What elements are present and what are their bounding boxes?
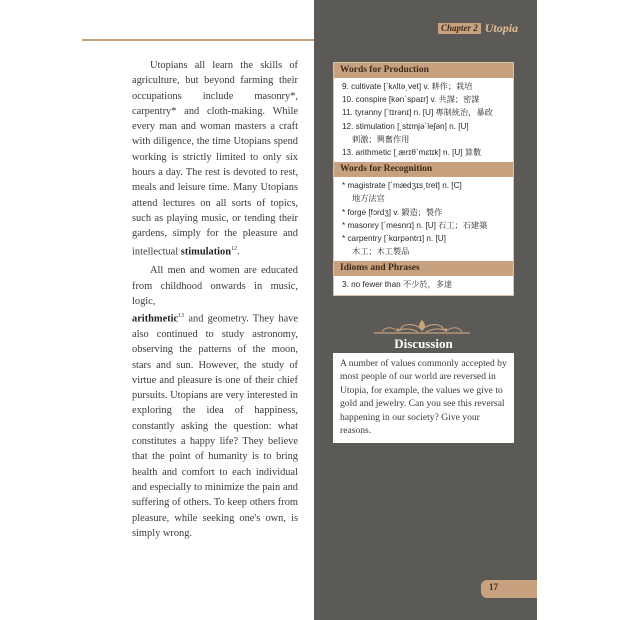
- vocab-item: * masonry [ˋmesnrɪ] n. [U] 石工；石建築: [342, 220, 488, 230]
- vocab-item: 10. conspire [kənˋspaɪr] v. 共謀；密謀: [342, 95, 480, 105]
- vocab-item: * forge [fɔrdʒ] v. 鍛造；製作: [342, 207, 443, 217]
- chapter-label: Chapter 2: [438, 23, 481, 34]
- vocab-list-recognition: [334, 177, 513, 261]
- vocab-item: 11. tyranny [ˋtɪrənɪ] n. [U] 專制統治，暴政: [342, 108, 493, 118]
- chapter-title: Utopia: [484, 20, 519, 35]
- vocab-item: 13. arithmetic [͵ærɪθˋmɛtɪk] n. [U] 算數: [342, 148, 482, 158]
- header-rule: [82, 39, 314, 41]
- paragraph-2: All men and women are educated from childhood onwards in music, logic, arithmetic$^{13}$ and geometry. They have also continued to study astronomy, observing the patterns of the moon, stars and sun. However, the study of virtue and pleasure is one of their chief pursuits. Utopians are very interested in exploring the idea of happiness, constantly asking the question: what constitutes a happy life? They believe that the point of humanity is to bring health and comfort to each individual and especially to minimize the pain and suffering of others. To keep others from pleasure, while seeking one's own, is simply wrong.: [132, 265, 298, 539]
- ornament-divider-icon: [372, 318, 472, 336]
- vocab-highlight-stimulation: stimulation: [180, 246, 232, 258]
- vocab-item: 12. stimulation [͵stɪmjəˋleʃən] n. [U] 刺激；興奮作用: [342, 120, 509, 146]
- vocabulary-box: [333, 62, 514, 296]
- vocab-highlight-arithmetic: arithmetic: [132, 313, 179, 325]
- vocab-list-production: [334, 78, 513, 162]
- vocab-list-idioms: [334, 276, 513, 294]
- discussion-box: [333, 353, 514, 443]
- vocab-item: 9. cultivate [ˋkʌltə͵vet] v. 耕作；栽培: [342, 82, 473, 91]
- paragraph-1: Utopians all learn the skills of agriculture, but beyond farming their occupations include masonry*, carpentry* and cloth-making. While every man and woman masters a craft with diligence, the time Utopians spend working is strictly limited to only six hours a day. The rest is devoted to rest, meals and leisure time. Many Utopians attend lectures on all sorts of topics, such as playing music, or tending their gardens, simply for the pleasure and intellectual stimulation$^{12}$.: [132, 60, 298, 258]
- vocab-heading-recognition: Words for Recognition: [334, 162, 513, 177]
- page-number: 17: [489, 582, 498, 592]
- vocab-item: * carpentry [ˋkɑrpəntrɪ] n. [U] 木工；木工製品: [342, 232, 509, 258]
- vocab-definition: 地方法官: [352, 194, 385, 204]
- vocab-heading-idioms: Idioms and Phrases: [334, 261, 513, 276]
- footnote-marker-12: 12: [231, 245, 238, 252]
- discussion-title: Discussion: [394, 336, 453, 351]
- vocab-item: 3. no fewer than 不少於，多達: [342, 280, 453, 290]
- vocab-item: * magistrate [ˋmædʒɪs͵tret] n. [C] 地方法官: [342, 179, 509, 205]
- vocab-definition: 木工；木工製品: [352, 247, 410, 257]
- reading-passage: [132, 58, 298, 545]
- footnote-marker-13: 13: [178, 313, 185, 320]
- chapter-header: [314, 20, 537, 36]
- vocab-heading-production: Words for Production: [334, 63, 513, 78]
- vocab-definition: 刺激；興奮作用: [352, 134, 410, 144]
- discussion-text: A number of values commonly accepted by most people of our world are reversed in Utopia, for example, the values we give to gold and jewelry. Can you see this reversal happening in our society? Give your reasons.: [340, 358, 507, 437]
